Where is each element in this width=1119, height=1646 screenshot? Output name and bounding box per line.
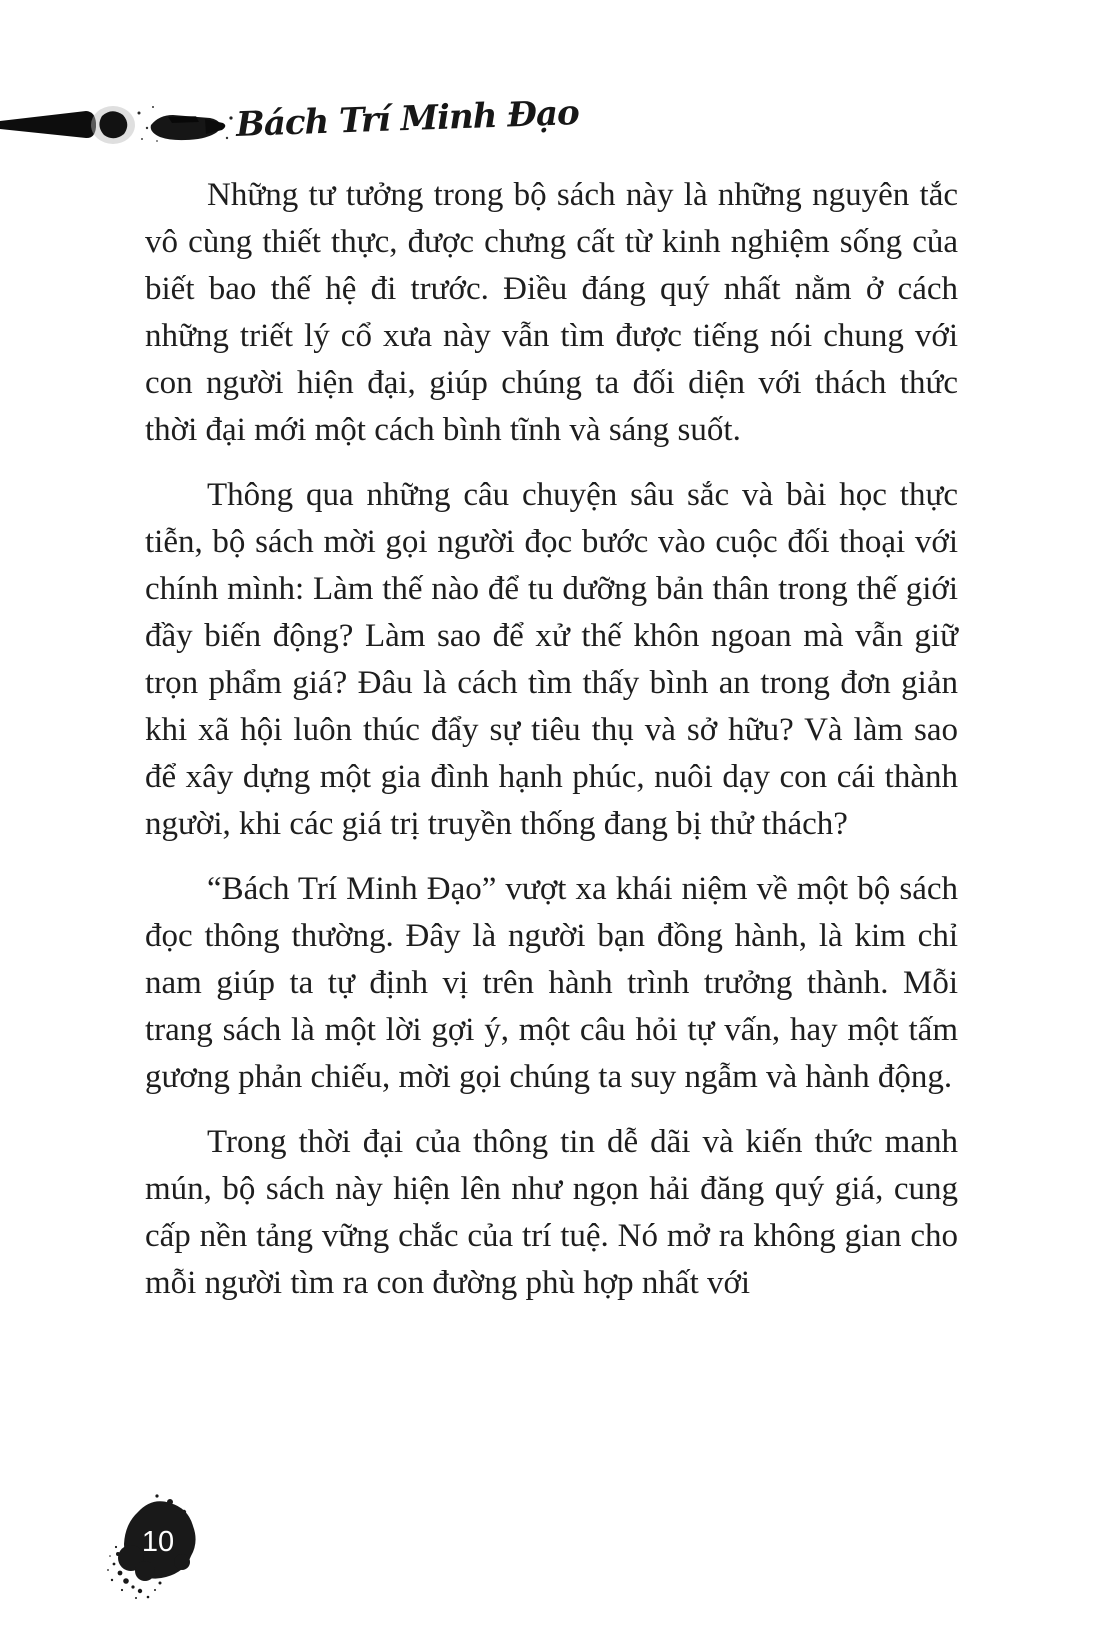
paragraph-3: “Bách Trí Minh Đạo” vượt xa khái niệm về một bộ sách đọc thông thường. Đây là người bạn đồng hành, là kim chỉ nam giúp ta tự định vị trên hành trình trưởng thành. Mỗi trang sách là một lời gợi ý, một câu hỏi tự vấn, hay một tấm gương phản chiếu, mời gọi chúng ta suy ngẫm và hành động. <box>145 871 958 1095</box>
paragraph-2: Thông qua những câu chuyện sâu sắc và bài học thực tiễn, bộ sách mời gọi người đọc bước vào cuộc đối thoại với chính mình: Làm thế nào để tu dưỡng bản thân trong thế giới đầy biến động? Làm sao để xử thế khôn ngoan mà vẫn giữ trọn phẩm giá? Đâu là cách tìm thấy bình an trong đơn giản khi xã hội luôn thúc đẩy sự tiêu thụ và sở hữu? Và làm sao để xây dựng một gia đình hạnh phúc, nuôi dạy con cái thành người, khi các giá trị truyền thống đang bị thử thách? <box>145 477 958 842</box>
paragraph-1: Những tư tưởng trong bộ sách này là những nguyên tắc vô cùng thiết thực, được chưng cất từ kinh nghiệm sống của biết bao thế hệ đi trước. Điều đáng quý nhất nằm ở cách những triết lý cổ xưa này vẫn tìm được tiếng nói chung với con người hiện đại, giúp chúng ta đối diện với thách thức thời đại mới một cách bình tĩnh và sáng suốt. <box>145 177 958 448</box>
page-header <box>0 93 700 169</box>
page-number: 10 <box>141 1526 175 1558</box>
paragraph-4: Trong thời đại của thông tin dễ dãi và kiến thức manh mún, bộ sách này hiện lên như ngọn hải đăng quý giá, cung cấp nền tảng vững chắc của trí tuệ. Nó mở ra không gian cho mỗi người tìm ra con đường phù hợp nhất với <box>145 1124 958 1301</box>
page-body <box>145 172 958 1325</box>
page-title: Bách Trí Minh Đạo <box>235 93 580 145</box>
page-footer <box>100 1492 220 1622</box>
